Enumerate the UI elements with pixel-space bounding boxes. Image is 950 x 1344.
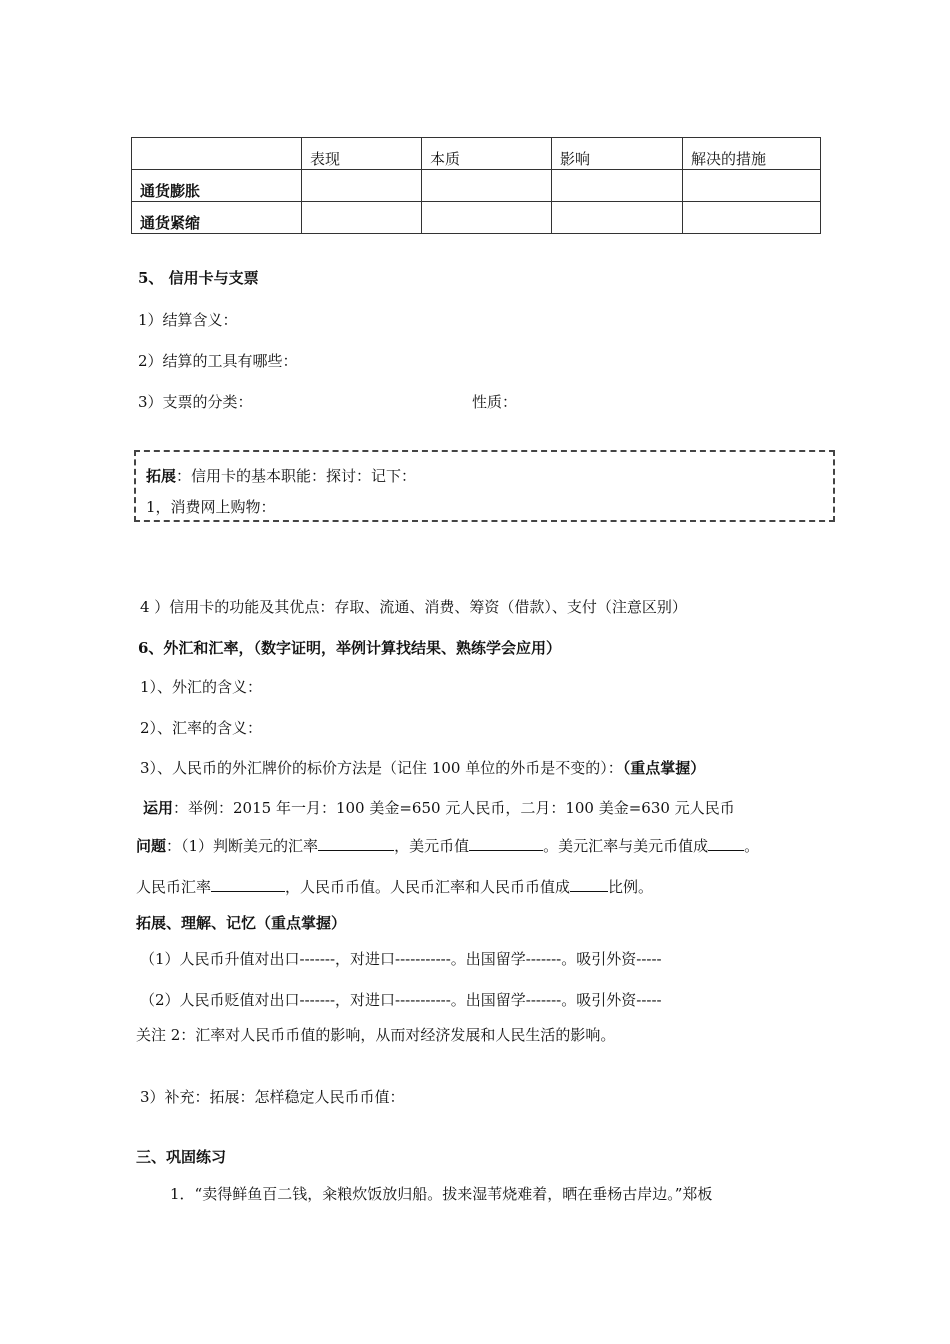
row-label-inflation: 通货膨胀	[132, 170, 302, 202]
supplement: 3）补充：拓展：怎样稳定人民币币值：	[140, 1088, 405, 1106]
section5-title: 5、 信用卡与支票	[138, 269, 259, 287]
table-cell	[683, 170, 821, 202]
table-cell	[552, 170, 683, 202]
apply-label: 运用	[143, 799, 174, 817]
section6-q3	[140, 758, 705, 778]
question-text: 。	[744, 837, 760, 855]
section6-q2: 2）、汇率的含义：	[140, 719, 263, 737]
extension-line2: 1，消费网上购物：	[146, 498, 276, 516]
table-cell	[302, 202, 422, 234]
question-text: 。美元汇率与美元币值成	[543, 837, 709, 855]
extension-item2: （2）人民币贬值对出口-------，对进口-----------。出国留学-------。吸引外资-----	[140, 991, 662, 1009]
table-row	[132, 202, 821, 234]
answer-blank[interactable]	[570, 876, 608, 892]
note2: 关注 2：汇率对人民币币值的影响，从而对经济发展和人民生活的影响。	[136, 1026, 616, 1044]
section3-title: 三、巩固练习	[136, 1148, 227, 1166]
answer-blank[interactable]	[211, 876, 285, 892]
extension-title: 拓展、理解、记忆（重点掌握）	[136, 914, 347, 932]
table-row	[132, 170, 821, 202]
question-label: 问题	[136, 837, 167, 855]
section6-q1: 1）、外汇的含义：	[140, 678, 263, 696]
row-label-deflation: 通货紧缩	[132, 202, 302, 234]
table-header-cell: 本质	[422, 138, 552, 170]
table-header-cell: 影响	[552, 138, 683, 170]
table-header-cell: 解决的措施	[683, 138, 821, 170]
section5-q3-nature: 性质：	[472, 393, 518, 411]
table-cell	[552, 202, 683, 234]
table-cell	[683, 202, 821, 234]
extension-item1: （1）人民币升值对出口-------，对进口-----------。出国留学-------。吸引外资-----	[140, 950, 662, 968]
apply-text: ：举例：2015 年一月：100 美金=650 元人民币，二月：100 美金=630 元人民币	[173, 799, 735, 817]
table-cell	[422, 170, 552, 202]
section5-q1: 1）结算含义：	[138, 311, 238, 329]
apply-example	[143, 798, 735, 818]
question-text: ，美元币值	[394, 837, 470, 855]
answer-blank[interactable]	[708, 835, 744, 851]
inflation-deflation-table	[131, 137, 821, 234]
section5-q4: 4 ）信用卡的功能及其优点：存取、流通、消费、筹资（借款）、支付（注意区别）	[140, 598, 687, 616]
table-cell	[422, 202, 552, 234]
question-text: ，人民币币值。人民币汇率和人民币币值成	[285, 878, 571, 896]
question-text: 比例。	[608, 878, 654, 896]
extension-line1	[146, 466, 416, 486]
table-cell	[302, 170, 422, 202]
section6-q3-text: 3）、人民币的外汇牌价的标价方法是（记住 100 单位的外币是不变的）：	[140, 759, 623, 777]
question-text: ：（1）判断美元的汇率	[166, 837, 319, 855]
section5-q2: 2）结算的工具有哪些：	[138, 352, 298, 370]
extension-label: 拓展	[146, 467, 177, 485]
section6-q3-emphasis: （重点掌握）	[622, 759, 706, 777]
table-header-cell	[132, 138, 302, 170]
section6-title: 6、外汇和汇率，（数字证明，举例计算找结果、熟练学会应用）	[138, 639, 561, 657]
table-header-row	[132, 138, 821, 170]
exercise-item1: 1．“卖得鲜鱼百二钱，籴粮炊饭放归船。拔来湿苇烧难着，晒在垂杨古岸边。”郑板	[170, 1185, 713, 1203]
question-line1	[136, 835, 759, 856]
extension-text: ：信用卡的基本职能：探讨：记下：	[176, 467, 417, 485]
answer-blank[interactable]	[469, 835, 543, 851]
question-line2	[136, 876, 653, 897]
section5-q3: 3）支票的分类：	[138, 393, 253, 411]
answer-blank[interactable]	[318, 835, 394, 851]
table-header-cell: 表现	[302, 138, 422, 170]
question-text: 人民币汇率	[136, 878, 212, 896]
